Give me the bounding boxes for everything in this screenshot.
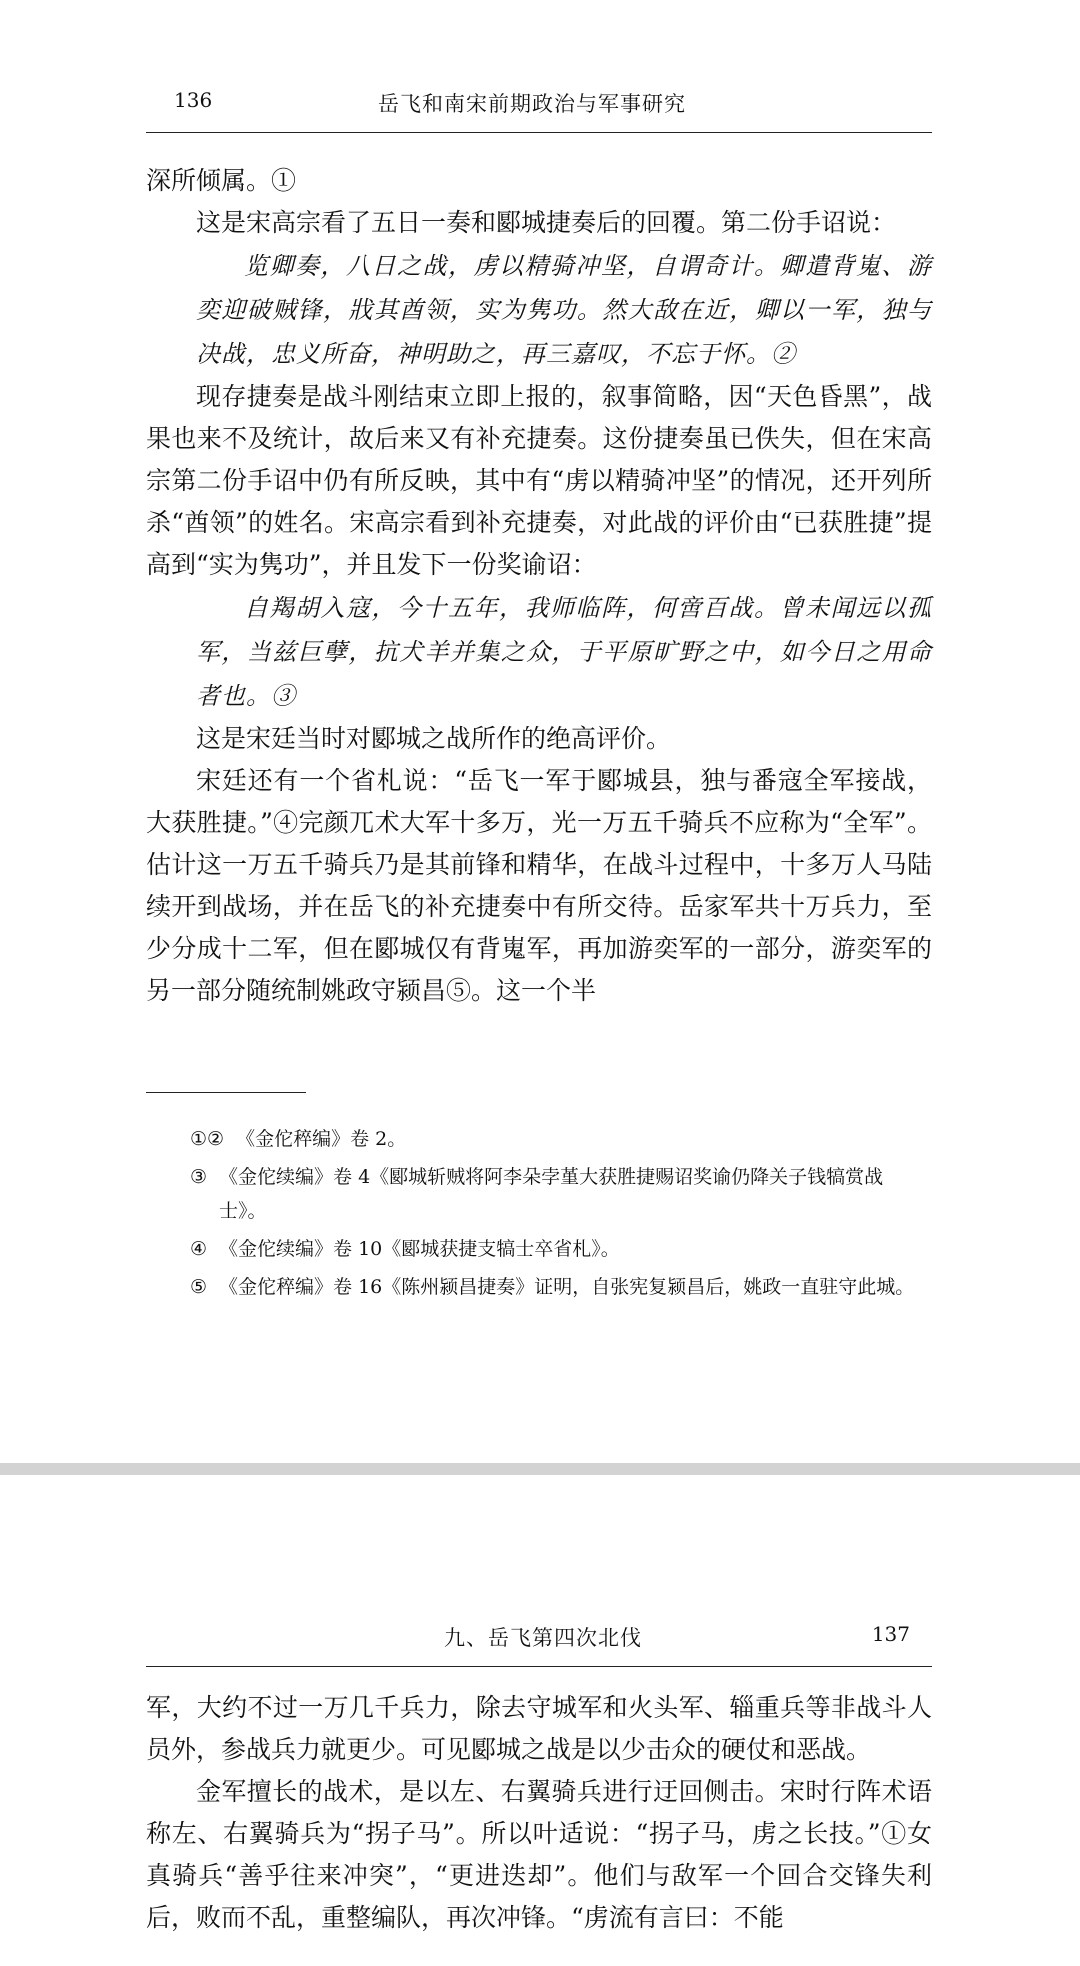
- page-separator: [0, 1463, 1080, 1475]
- running-title: 九、岳飞第四次北伐: [444, 1626, 642, 1650]
- footnote-text: 《金佗续编》卷 10《郾城获捷支犒士卒省札》。: [219, 1238, 620, 1260]
- main-text: [146, 1687, 932, 1939]
- page-header: [146, 1622, 932, 1667]
- footnote-mark: ①②: [190, 1128, 225, 1150]
- footnotes: [190, 1122, 930, 1308]
- quoted-edict: 览卿奏，八日之战，虏以精骑冲坚，自谓奇计。卿遣背嵬、游奕迎破贼锋，戕其酋领，实为隽功。然大敌在近，卿以一军，独与决战，忠义所奋，神明助之，再三嘉叹，不忘于怀。②: [196, 252, 932, 368]
- footnote-mark: ④: [190, 1238, 208, 1260]
- paragraph: 深所倾属。①: [146, 166, 297, 195]
- page-number: 136: [174, 88, 213, 112]
- footnote: [190, 1122, 930, 1156]
- footnote: [190, 1232, 930, 1266]
- running-title: 岳飞和南宋前期政治与军事研究: [378, 92, 686, 116]
- paragraph: 军，大约不过一万几千兵力，除去守城军和火头军、辎重兵等非战斗人员外，参战兵力就更少。可见郾城之战是以少击众的硬仗和恶战。: [146, 1693, 932, 1764]
- paragraph: 这是宋高宗看了五日一奏和郾城捷奏后的回覆。第二份手诏说：: [196, 208, 897, 237]
- paragraph: 这是宋廷当时对郾城之战所作的绝高评价。: [196, 724, 672, 753]
- paragraph: 宋廷还有一个省札说：“岳飞一军于郾城县，独与番寇全军接战，大获胜捷。”④完颜兀术大军十多万，光一万五千骑兵不应称为“全军”。估计这一万五千骑兵乃是其前锋和精华，在战斗过程中，十多万人马陆续开到战场，并在岳飞的补充捷奏中有所交待。岳家军共十万兵力，至少分成十二军，但在郾城仅有背嵬军，再加游奕军的一部分，游奕军的另一部分随统制姚政守颍昌⑤。这一个半: [146, 766, 932, 1005]
- paragraph: 现存捷奏是战斗刚结束立即上报的，叙事简略，因“天色昏黑”，战果也来不及统计，故后来又有补充捷奏。这份捷奏虽已佚失，但在宋高宗第二份手诏中仍有所反映，其中有“虏以精骑冲坚”的情况，还开列所杀“酋领”的姓名。宋高宗看到补充捷奏，对此战的评价由“已获胜捷”提高到“实为隽功”，并且发下一份奖谕诏：: [146, 382, 932, 579]
- footnote-text: 《金佗续编》卷 4《郾城斩贼将阿李朵孛堇大获胜捷赐诏奖谕仍降关子钱犒赏战士》。: [219, 1166, 884, 1222]
- footnote-text: 《金佗稡编》卷 16《陈州颍昌捷奏》证明，自张宪复颍昌后，姚政一直驻守此城。: [219, 1276, 915, 1298]
- footnote-divider: [146, 1092, 306, 1093]
- page-number: 137: [871, 1622, 910, 1646]
- footnote-text: 《金佗稡编》卷 2。: [236, 1128, 407, 1150]
- quoted-edict: 自羯胡入寇，今十五年，我师临阵，何啻百战。曾未闻远以孤军，当兹巨孽，抗犬羊并集之众，于平原旷野之中，如今日之用命者也。③: [196, 594, 932, 710]
- footnote: [190, 1160, 930, 1228]
- footnote: [190, 1270, 930, 1304]
- footnote-mark: ③: [190, 1166, 208, 1188]
- main-text: [146, 160, 932, 1012]
- page-137: [0, 1475, 1080, 1966]
- page-header: [146, 88, 932, 133]
- footnote-mark: ⑤: [190, 1276, 208, 1298]
- paragraph: 金军擅长的战术，是以左、右翼骑兵进行迂回侧击。宋时行阵术语称左、右翼骑兵为“拐子马”。所以叶适说：“拐子马，虏之长技。”①女真骑兵“善乎往来冲突”，“更进迭却”。他们与敌军一个回合交锋失利后，败而不乱，重整编队，再次冲锋。“虏流有言曰：不能: [146, 1777, 932, 1932]
